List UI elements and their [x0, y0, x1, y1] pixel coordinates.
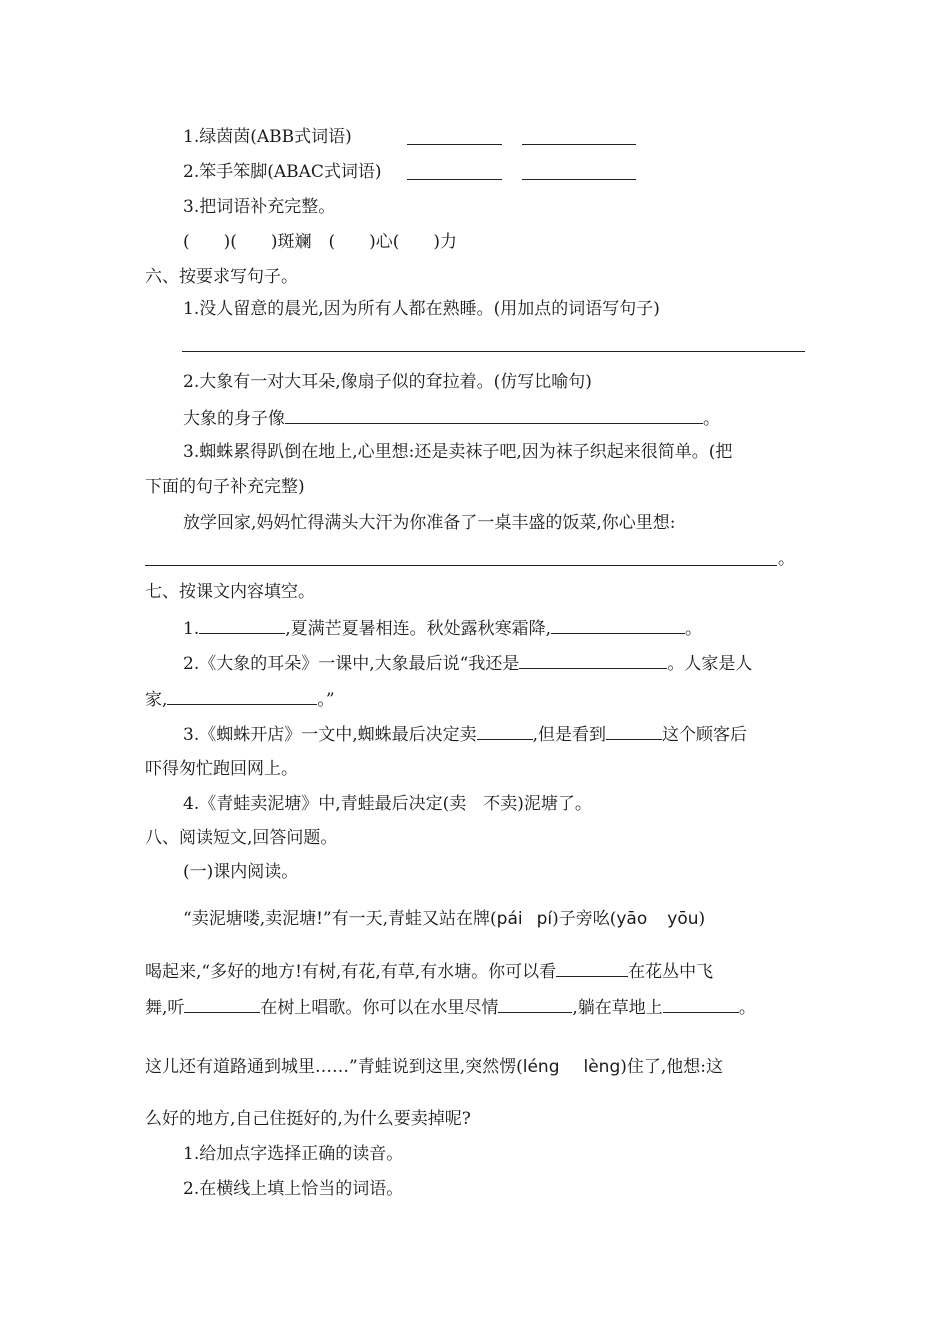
s5-q2-label: 2.笨手笨脚(ABAC式词语): [183, 162, 382, 182]
s5-q1: [183, 125, 352, 149]
s6-q3-prompt: 放学回家,妈妈忙得满头大汗为你准备了一桌丰盛的饭菜,你心里想:: [183, 513, 676, 533]
s7-q2-blank-1[interactable]: [519, 650, 667, 669]
s7-q4: 4.《青蛙卖泥塘》中,青蛙最后决定(卖 不卖)泥塘了。: [183, 794, 592, 814]
s5-q1-blank-1[interactable]: [407, 144, 502, 145]
s6-q1: 1.没人留意的晨光,因为所有人都在熟睡。(用加点的词语写句子): [183, 299, 660, 319]
s7-q2-blank-2[interactable]: [167, 686, 317, 705]
s8-p2: [145, 958, 713, 984]
s7-q3-a: 3.《蜘蛛开店》一文中,蜘蛛最后决定卖: [183, 725, 477, 745]
s7-q3-blank-2[interactable]: [606, 721, 662, 740]
s8-p4-pinyin-2: lèng: [583, 1057, 621, 1077]
s8-q1: 1.给加点字选择正确的读音。: [183, 1144, 404, 1164]
s6-title: 六、按要求写句子。: [145, 267, 298, 287]
s8-p4-a: 这儿还有道路通到城里……”青蛙说到这里,突然愣(: [145, 1057, 523, 1077]
s7-q2-c: 家,: [145, 690, 168, 710]
s7-q1-c: 。: [685, 619, 703, 639]
s7-q3-c: 这个顾客后: [662, 725, 748, 745]
s7-q3-b: ,但是看到: [532, 725, 607, 745]
s8-p3-blank-3[interactable]: [663, 994, 739, 1013]
s8-p1-pinyin-3: yāo: [616, 909, 648, 929]
s8-p1-b: )子旁吆(: [552, 909, 617, 929]
s8-p2-a: 喝起来,“多好的地方!有树,有花,有草,有水塘。你可以看: [145, 962, 557, 982]
s8-q2: 2.在横线上填上恰当的词语。: [183, 1179, 404, 1199]
s8-p3-b: 在树上唱歌。你可以在水里尽情: [260, 998, 499, 1018]
s7-q3-line2: 吓得匆忙跑回网上。: [145, 759, 298, 779]
s8-p1-a: “卖泥塘喽,卖泥塘!”有一天,青蛙又站在牌(: [183, 909, 497, 929]
s5-q1-label: 1.绿茵茵(ABB式词语): [183, 127, 352, 147]
s8-p1-pinyin-1: pái: [496, 909, 523, 929]
s8-p5: 么好的地方,自己住挺好的,为什么要卖掉呢?: [145, 1109, 471, 1129]
s6-q3-answer-line[interactable]: [145, 565, 777, 566]
s7-q2-d: 。”: [317, 690, 335, 710]
s5-q2-blank-2[interactable]: [522, 179, 636, 180]
s8-sub: (一)课内阅读。: [183, 862, 299, 882]
s6-q2-blank[interactable]: [285, 405, 703, 424]
s6-q3-line1: 3.蜘蛛累得趴倒在地上,心里想:还是卖袜子吧,因为袜子织起来很简单。(把: [183, 442, 733, 462]
s7-title: 七、按课文内容填空。: [145, 582, 315, 602]
s7-q1-blank-2[interactable]: [551, 615, 685, 634]
s6-q3-end: 。: [778, 549, 795, 569]
s8-p4-pinyin-1: léng: [522, 1057, 560, 1077]
s6-q2: 2.大象有一对大耳朵,像扇子似的耷拉着。(仿写比喻句): [183, 372, 592, 392]
s8-title: 八、阅读短文,回答问题。: [145, 828, 338, 848]
s8-p3-a: 舞,听: [145, 998, 185, 1018]
s5-q3-words: ( )( )斑斓 ( )心( )力: [183, 232, 458, 252]
s6-q2-prefix: 大象的身子像: [183, 409, 285, 429]
s5-q2-blank-1[interactable]: [407, 179, 502, 180]
s7-q2-b: 。人家是人: [667, 654, 753, 674]
s8-p3-blank-2[interactable]: [498, 994, 572, 1013]
s8-p2-b: 在花丛中飞: [628, 962, 714, 982]
s7-q1-b: ,夏满芒夏暑相连。秋处露秋寒霜降,: [285, 619, 552, 639]
s5-q1-blank-2[interactable]: [522, 144, 636, 145]
s8-p3: [145, 994, 756, 1020]
s6-q2-end: 。: [703, 409, 720, 429]
s7-q3-blank-1[interactable]: [477, 721, 533, 740]
s8-p2-blank[interactable]: [556, 958, 628, 977]
s6-q2-answer: [183, 405, 720, 431]
s8-p1-pinyin-4: yōu: [667, 909, 699, 929]
s7-q2-line2: [145, 686, 335, 712]
s7-q1: [183, 615, 702, 641]
s7-q2-line1: [183, 650, 752, 676]
s8-p1-c: ): [698, 909, 706, 929]
s8-p3-blank-1[interactable]: [184, 994, 260, 1013]
s7-q2-a: 2.《大象的耳朵》一课中,大象最后说“我还是: [183, 654, 520, 674]
s8-p1-pinyin-2: pí: [536, 909, 553, 929]
s5-q3: 3.把词语补充完整。: [183, 197, 336, 217]
s8-p1: [183, 907, 705, 931]
s8-p4: [145, 1055, 723, 1079]
s8-p3-d: 。: [738, 998, 756, 1018]
s7-q1-blank-1[interactable]: [199, 615, 285, 634]
s8-p3-c: ,躺在草地上: [572, 998, 663, 1018]
s6-q3-line2: 下面的句子补充完整): [145, 477, 305, 497]
s7-q3-line1: [183, 721, 747, 747]
s5-q2: [183, 160, 382, 184]
s8-p4-b: )住了,他想:这: [620, 1057, 723, 1077]
s6-q1-answer-line[interactable]: [182, 351, 805, 352]
s7-q1-a: 1.: [183, 619, 200, 639]
